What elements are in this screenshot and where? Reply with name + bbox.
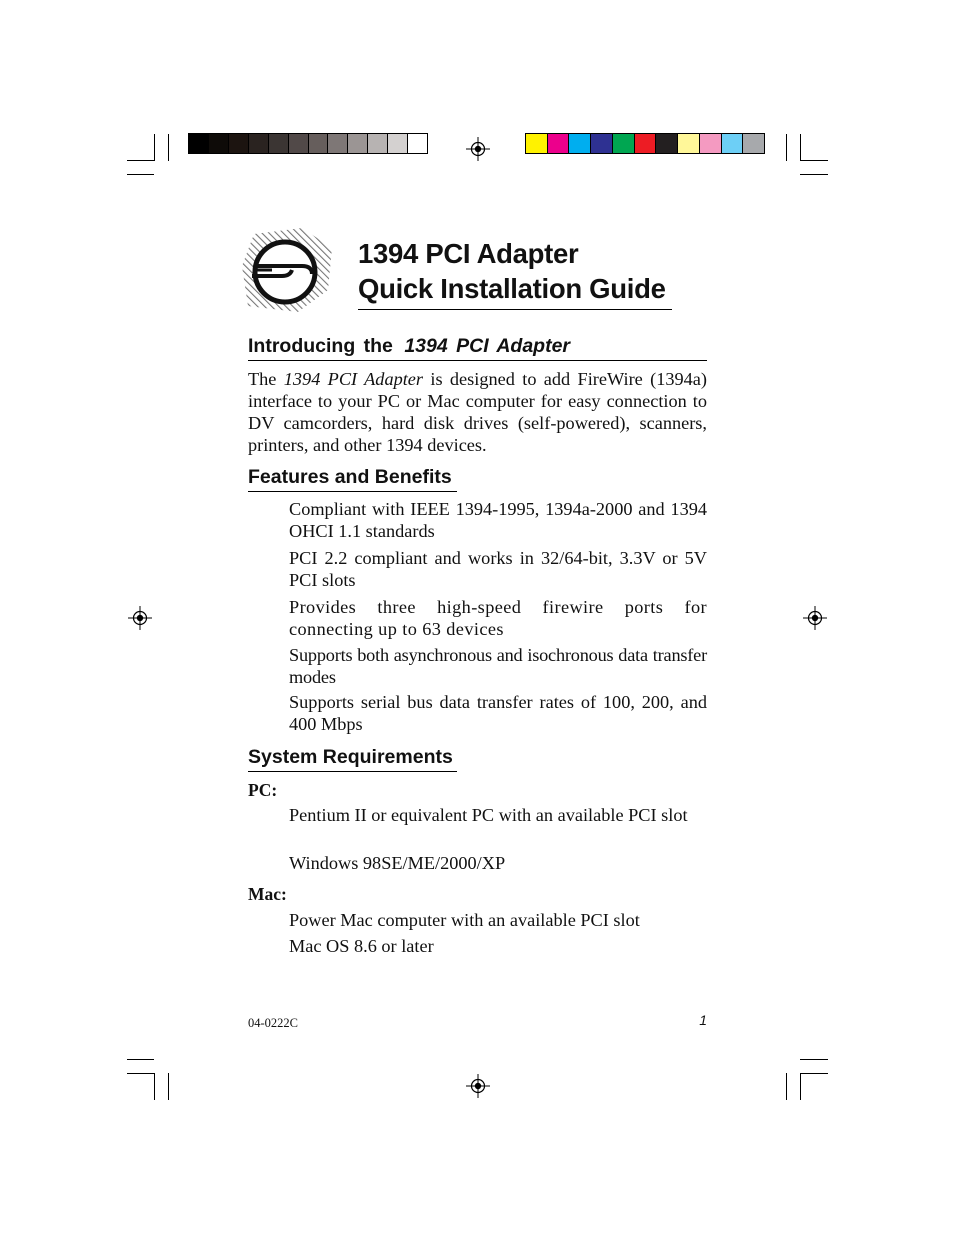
siig-logo-icon xyxy=(240,226,336,314)
gray-swatch xyxy=(208,134,228,153)
pc-requirement-item: Windows 98SE/ME/2000/XP xyxy=(289,853,506,873)
color-swatch xyxy=(526,134,547,153)
gray-swatch xyxy=(288,134,308,153)
grayscale-color-bar xyxy=(188,133,428,154)
feature-item: Supports both asynchronous and isochronous data transfer modes xyxy=(289,645,707,687)
color-swatch xyxy=(612,134,634,153)
requirements-heading: System Requirements xyxy=(248,746,453,768)
feature-item: PCI 2.2 compliant and works in 32/64-bit, 3.3V or 5V PCI slots xyxy=(289,548,707,590)
gray-swatch xyxy=(367,134,387,153)
color-swatch xyxy=(677,134,699,153)
gray-swatch xyxy=(248,134,268,153)
process-color-bar xyxy=(525,133,765,154)
gray-swatch xyxy=(327,134,347,153)
pc-requirement-item: Pentium II or equivalent PC with an available PCI slot xyxy=(289,805,688,825)
color-swatch xyxy=(655,134,677,153)
registration-mark-icon xyxy=(466,137,490,161)
registration-mark-icon xyxy=(128,606,152,630)
pc-label: PC: xyxy=(248,780,278,800)
title-line-1: 1394 PCI Adapter xyxy=(358,238,579,269)
page-number: 1 xyxy=(699,1012,707,1028)
mac-label: Mac: xyxy=(248,884,287,904)
feature-item: Supports serial bus data transfer rates of 100, 200, and 400 Mbps xyxy=(289,692,707,734)
document-code: 04-0222C xyxy=(248,1016,298,1030)
gray-swatch xyxy=(387,134,407,153)
gray-swatch xyxy=(347,134,367,153)
color-swatch xyxy=(742,134,764,153)
gray-swatch xyxy=(268,134,288,153)
feature-item: Compliant with IEEE 1394-1995, 1394a-2000 and 1394 OHCI 1.1 standards xyxy=(289,499,707,541)
gray-swatch xyxy=(308,134,328,153)
color-swatch xyxy=(699,134,721,153)
title-line-2: Quick Installation Guide xyxy=(358,273,666,304)
intro-heading-product: 1394 PCI Adapter xyxy=(404,335,571,357)
color-swatch xyxy=(547,134,569,153)
color-swatch xyxy=(568,134,590,153)
requirements-heading-rule xyxy=(248,771,457,772)
features-heading-rule xyxy=(248,491,457,492)
color-swatch xyxy=(590,134,612,153)
registration-mark-icon xyxy=(466,1074,490,1098)
intro-body-the: The xyxy=(248,369,277,389)
gray-swatch xyxy=(189,134,208,153)
color-swatch xyxy=(721,134,743,153)
intro-heading-rule xyxy=(248,360,707,361)
intro-heading xyxy=(248,334,708,358)
mac-requirement-item: Power Mac computer with an available PCI slot xyxy=(289,910,640,930)
feature-item: Provides three high-speed firewire ports for connecting up to 63 devices xyxy=(289,597,707,639)
gray-swatch xyxy=(407,134,427,153)
color-swatch xyxy=(634,134,656,153)
intro-body-rest: is designed to add FireWire (1394a) interface to your PC or Mac computer for easy connection to DV camcorders, hard disk drives (self-powered), scanners, printers, and other 1394 devices. xyxy=(248,369,707,455)
mac-requirement-item: Mac OS 8.6 or later xyxy=(289,936,434,956)
registration-mark-icon xyxy=(803,606,827,630)
title-underline xyxy=(358,309,672,310)
gray-swatch xyxy=(228,134,248,153)
intro-body-product: 1394 PCI Adapter xyxy=(283,369,424,389)
intro-heading-prefix: Introducing the xyxy=(248,335,393,357)
intro-paragraph xyxy=(248,368,707,456)
document-title xyxy=(358,236,688,306)
features-heading: Features and Benefits xyxy=(248,466,452,488)
